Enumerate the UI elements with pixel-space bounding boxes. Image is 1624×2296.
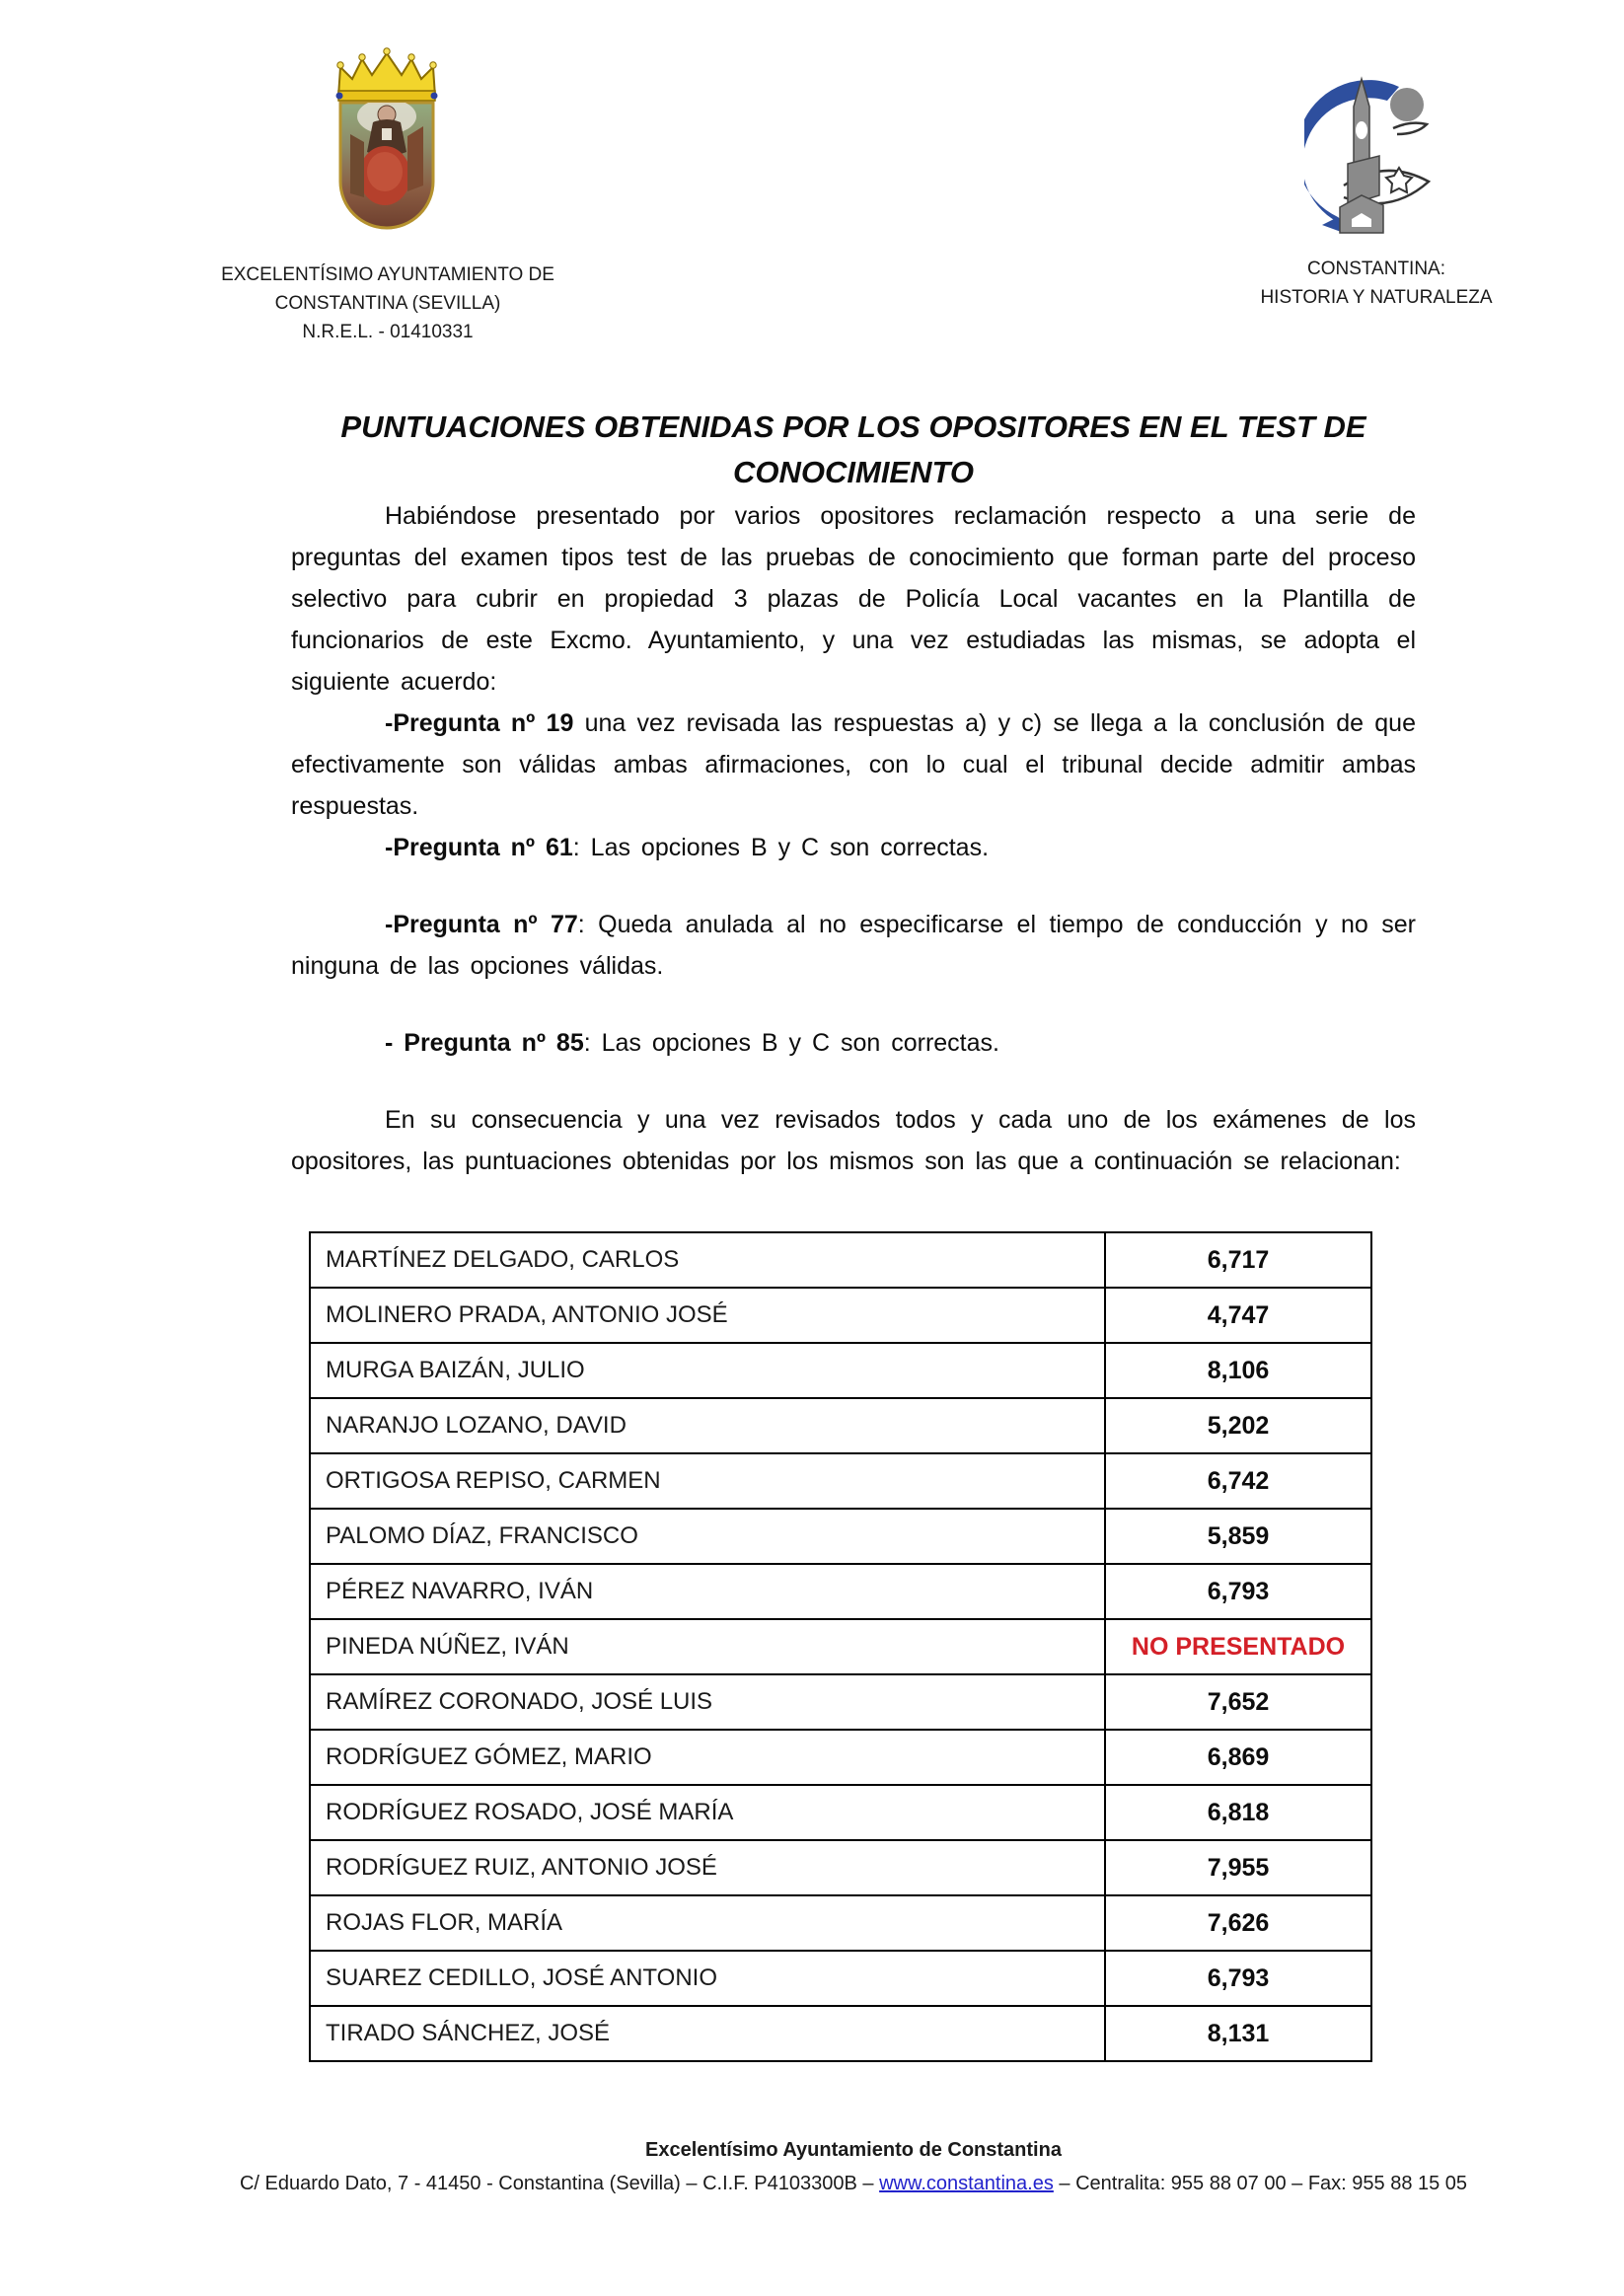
question-77-label: -Pregunta nº 77 [385, 911, 578, 938]
question-61-text: : Las opciones B y C son correctas. [572, 834, 990, 861]
score-cell: 8,106 [1105, 1343, 1371, 1398]
candidate-name-cell: PALOMO DÍAZ, FRANCISCO [310, 1509, 1105, 1564]
constantina-history-nature-logo-icon [1304, 69, 1448, 253]
score-cell: 6,818 [1105, 1785, 1371, 1840]
table-row [310, 2006, 1371, 2061]
table-row [310, 1564, 1371, 1619]
table-row [310, 1398, 1371, 1453]
question-61-paragraph [291, 827, 1416, 868]
table-row [310, 1674, 1371, 1730]
table-row [310, 1343, 1371, 1398]
candidate-name-cell: RODRÍGUEZ GÓMEZ, MARIO [310, 1730, 1105, 1785]
candidate-name-cell: SUAREZ CEDILLO, JOSÉ ANTONIO [310, 1951, 1105, 2006]
constantina-coat-of-arms-icon [329, 45, 445, 239]
footer-org-name: Excelentísimo Ayuntamiento de Constantina [645, 2139, 1062, 2161]
question-61-label: -Pregunta nº 61 [385, 834, 573, 861]
question-85-text: : Las opciones B y C son correctas. [583, 1029, 999, 1057]
score-cell-no-presentado: NO PRESENTADO [1105, 1619, 1371, 1674]
document-title-line1: PUNTUACIONES OBTENIDAS POR LOS OPOSITORES EN EL TEST DE [340, 409, 1366, 444]
table-row [310, 1453, 1371, 1509]
score-cell: 8,131 [1105, 2006, 1371, 2061]
question-85-label: - Pregunta nº 85 [385, 1029, 584, 1057]
score-cell: 6,793 [1105, 1564, 1371, 1619]
score-cell: 7,652 [1105, 1674, 1371, 1730]
score-cell: 6,717 [1105, 1232, 1371, 1288]
table-row [310, 1840, 1371, 1895]
scores-table-body [310, 1232, 1371, 2061]
question-77-paragraph [291, 904, 1416, 987]
document-title [291, 405, 1416, 495]
document-title-line2: CONOCIMIENTO [733, 455, 974, 489]
intro-paragraph: Habiéndose presentado por varios opositores reclamación respecto a una serie de preguntas del examen tipos test de las pruebas de conocimiento que forman parte del proceso selectivo para cubrir en propiedad 3 plazas de Policía Local vacantes en la Plantilla de funcionarios de este Excmo. Ayuntamiento, y una vez estudiadas las mismas, se adopta el siguiente acuerdo: [291, 502, 1416, 696]
candidate-name-cell: NARANJO LOZANO, DAVID [310, 1398, 1105, 1453]
question-85-paragraph [291, 1022, 1416, 1064]
table-row [310, 1619, 1371, 1674]
question-77-text: : Queda anulada al no especificarse el tiempo de conducción y no ser ninguna de las opciones válidas. [291, 911, 1416, 980]
table-row [310, 1785, 1371, 1840]
score-cell: 5,859 [1105, 1509, 1371, 1564]
candidate-name-cell: RODRÍGUEZ RUIZ, ANTONIO JOSÉ [310, 1840, 1105, 1895]
candidate-name-cell: ROJAS FLOR, MARÍA [310, 1895, 1105, 1951]
question-19-text: una vez revisada las respuestas a) y c) se llega a la conclusión de que efectivamente son válidas ambas afirmaciones, con lo cual el tribunal decide admitir ambas respuestas. [291, 709, 1416, 820]
candidate-name-cell: ORTIGOSA REPISO, CARMEN [310, 1453, 1105, 1509]
candidate-name-cell: TIRADO SÁNCHEZ, JOSÉ [310, 2006, 1105, 2061]
tagline-line2: HISTORIA Y NATURALEZA [1260, 287, 1493, 308]
tagline-line1: CONSTANTINA: [1306, 259, 1446, 279]
score-cell: 6,793 [1105, 1951, 1371, 2006]
table-row [310, 1509, 1371, 1564]
org-name-line2: CONSTANTINA (SEVILLA) [274, 293, 501, 314]
scores-table [309, 1231, 1372, 2062]
candidate-name-cell: PINEDA NÚÑEZ, IVÁN [310, 1619, 1105, 1674]
table-row [310, 1895, 1371, 1951]
table-row [310, 1232, 1371, 1288]
score-cell: 7,955 [1105, 1840, 1371, 1895]
closing-paragraph: En su consecuencia y una vez revisados todos y cada uno de los exámenes de los opositores, las puntuaciones obtenidas por los mismos son las que a continuación se relacionan: [291, 1106, 1416, 1175]
candidate-name-cell: MURGA BAIZÁN, JULIO [310, 1343, 1105, 1398]
candidate-name-cell: RODRÍGUEZ ROSADO, JOSÉ MARÍA [310, 1785, 1105, 1840]
question-19-label: -Pregunta nº 19 [385, 709, 574, 737]
footer-address-part2: – Centralita: 955 88 07 00 – Fax: 955 88 15 05 [1053, 2173, 1468, 2194]
score-cell: 6,869 [1105, 1730, 1371, 1785]
candidate-name-cell: PÉREZ NAVARRO, IVÁN [310, 1564, 1105, 1619]
org-nrel: N.R.E.L. - 01410331 [302, 322, 474, 342]
candidate-name-cell: MARTÍNEZ DELGADO, CARLOS [310, 1232, 1105, 1288]
table-row [310, 1951, 1371, 2006]
question-19-paragraph [291, 703, 1416, 827]
footer-address-part1: C/ Eduardo Dato, 7 - 41450 - Constantina (Sevilla) – C.I.F. P4103300B – [239, 2173, 880, 2194]
score-cell: 6,742 [1105, 1453, 1371, 1509]
footer-address [163, 2173, 1544, 2195]
document-body [291, 495, 1416, 1182]
score-cell: 5,202 [1105, 1398, 1371, 1453]
score-cell: 4,747 [1105, 1288, 1371, 1343]
table-row [310, 1288, 1371, 1343]
org-name-line1: EXCELENTÍSIMO AYUNTAMIENTO DE [221, 264, 554, 285]
score-cell: 7,626 [1105, 1895, 1371, 1951]
candidate-name-cell: MOLINERO PRADA, ANTONIO JOSÉ [310, 1288, 1105, 1343]
candidate-name-cell: RAMÍREZ CORONADO, JOSÉ LUIS [310, 1674, 1105, 1730]
table-row [310, 1730, 1371, 1785]
footer-website-link[interactable]: www.constantina.es [879, 2173, 1054, 2194]
